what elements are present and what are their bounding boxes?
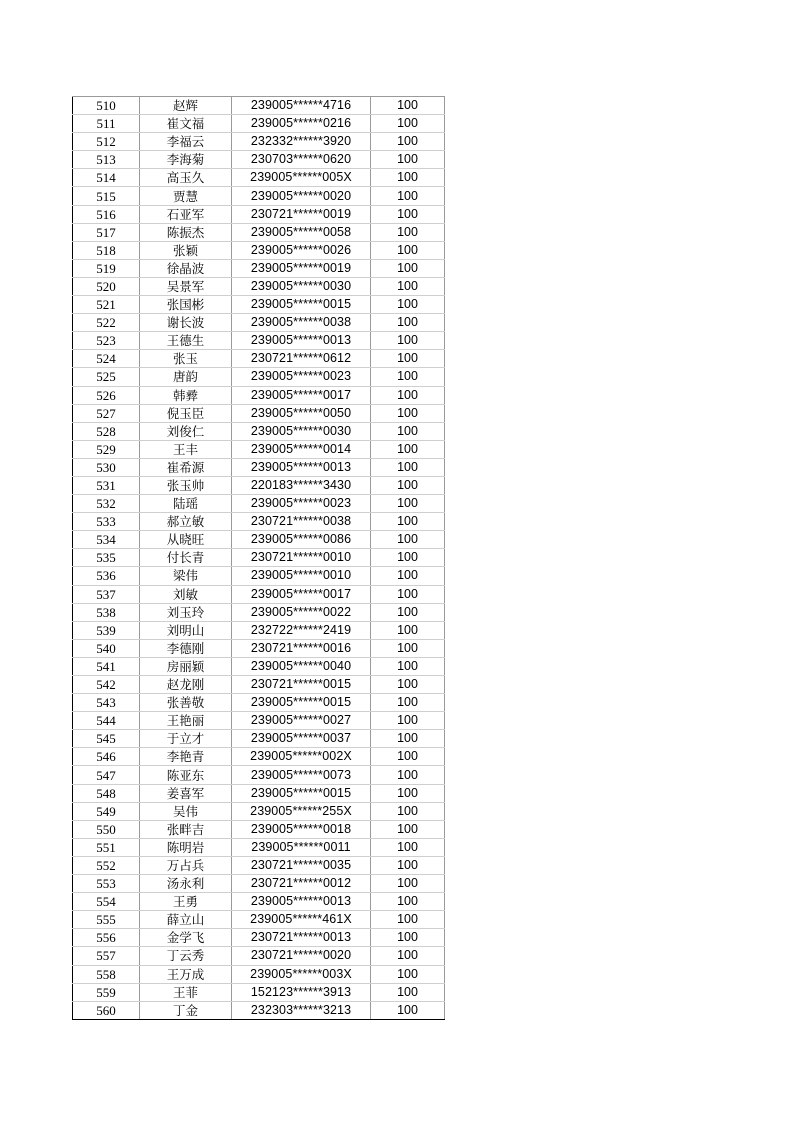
score-cell: 100 [371,277,445,295]
table-row [73,585,445,603]
person-name-cell: 贾慧 [140,187,232,205]
id-number-cell: 239005******0018 [232,820,371,838]
person-name-cell: 倪玉臣 [140,404,232,422]
row-number-cell: 528 [73,422,140,440]
row-number-cell: 554 [73,893,140,911]
row-number-cell: 538 [73,603,140,621]
table-row [73,965,445,983]
score-cell: 100 [371,820,445,838]
row-number-cell: 544 [73,712,140,730]
id-number-cell: 230703******0620 [232,151,371,169]
id-number-cell: 239005******255X [232,802,371,820]
person-name-cell: 陆瑶 [140,495,232,513]
score-cell: 100 [371,458,445,476]
row-number-cell: 510 [73,97,140,115]
score-cell: 100 [371,205,445,223]
person-name-cell: 万占兵 [140,856,232,874]
id-number-cell: 239005******0015 [232,784,371,802]
table-row [73,133,445,151]
person-name-cell: 陈明岩 [140,838,232,856]
score-cell: 100 [371,712,445,730]
score-cell: 100 [371,676,445,694]
score-cell: 100 [371,639,445,657]
score-cell: 100 [371,983,445,1001]
person-name-cell: 张玉 [140,350,232,368]
row-number-cell: 553 [73,875,140,893]
id-number-cell: 239005******0017 [232,386,371,404]
id-number-cell: 220183******3430 [232,476,371,494]
person-name-cell: 崔文福 [140,115,232,133]
row-number-cell: 557 [73,947,140,965]
id-number-cell: 239005******0030 [232,422,371,440]
score-cell: 100 [371,115,445,133]
score-cell: 100 [371,440,445,458]
row-number-cell: 551 [73,838,140,856]
score-cell: 100 [371,422,445,440]
table-row [73,603,445,621]
table-row [73,911,445,929]
row-number-cell: 547 [73,766,140,784]
score-cell: 100 [371,838,445,856]
id-number-cell: 230721******0019 [232,205,371,223]
score-cell: 100 [371,802,445,820]
id-number-cell: 239005******0014 [232,440,371,458]
row-number-cell: 537 [73,585,140,603]
row-number-cell: 540 [73,639,140,657]
row-number-cell: 543 [73,694,140,712]
table-row [73,531,445,549]
person-name-cell: 王艳丽 [140,712,232,730]
id-number-cell: 239005******0013 [232,332,371,350]
score-cell: 100 [371,151,445,169]
table-row [73,205,445,223]
score-cell: 100 [371,929,445,947]
id-number-cell: 239005******0015 [232,694,371,712]
id-number-cell: 239005******005X [232,169,371,187]
person-name-cell: 姜喜军 [140,784,232,802]
table-row [73,513,445,531]
row-number-cell: 556 [73,929,140,947]
person-name-cell: 于立才 [140,730,232,748]
id-number-cell: 239005******003X [232,965,371,983]
row-number-cell: 539 [73,621,140,639]
person-name-cell: 石亚军 [140,205,232,223]
row-number-cell: 526 [73,386,140,404]
score-cell: 100 [371,386,445,404]
table-row [73,639,445,657]
row-number-cell: 533 [73,513,140,531]
person-name-cell: 张颖 [140,241,232,259]
table-row [73,1001,445,1019]
row-number-cell: 513 [73,151,140,169]
score-cell: 100 [371,694,445,712]
person-name-cell: 李艳青 [140,748,232,766]
score-cell: 100 [371,549,445,567]
score-cell: 100 [371,187,445,205]
row-number-cell: 549 [73,802,140,820]
score-cell: 100 [371,223,445,241]
person-name-cell: 张玉帅 [140,476,232,494]
id-number-cell: 239005******0020 [232,187,371,205]
score-cell: 100 [371,476,445,494]
id-number-cell: 239005******0086 [232,531,371,549]
table-row [73,657,445,675]
row-number-cell: 514 [73,169,140,187]
id-number-cell: 239005******0038 [232,314,371,332]
person-name-cell: 李福云 [140,133,232,151]
score-cell: 100 [371,947,445,965]
person-name-cell: 薛立山 [140,911,232,929]
person-name-cell: 崔希源 [140,458,232,476]
id-number-cell: 239005******0011 [232,838,371,856]
table-row [73,404,445,422]
person-name-cell: 陈振杰 [140,223,232,241]
id-number-cell: 239005******0023 [232,368,371,386]
row-number-cell: 523 [73,332,140,350]
id-number-cell: 230721******0015 [232,676,371,694]
table-row [73,187,445,205]
table-row [73,947,445,965]
table-row [73,694,445,712]
row-number-cell: 531 [73,476,140,494]
person-name-cell: 赵龙刚 [140,676,232,694]
table-row [73,422,445,440]
table-row [73,440,445,458]
id-number-cell: 239005******0040 [232,657,371,675]
table-row [73,929,445,947]
person-name-cell: 陈亚东 [140,766,232,784]
score-cell: 100 [371,965,445,983]
row-number-cell: 512 [73,133,140,151]
id-number-cell: 239005******461X [232,911,371,929]
table-row [73,169,445,187]
row-number-cell: 518 [73,241,140,259]
table-row [73,838,445,856]
id-number-cell: 230721******0010 [232,549,371,567]
id-number-cell: 230721******0038 [232,513,371,531]
person-name-cell: 金学飞 [140,929,232,947]
id-number-cell: 239005******0019 [232,259,371,277]
score-cell: 100 [371,404,445,422]
score-cell: 100 [371,241,445,259]
row-number-cell: 527 [73,404,140,422]
person-name-cell: 刘俊仁 [140,422,232,440]
row-number-cell: 516 [73,205,140,223]
score-cell: 100 [371,513,445,531]
person-name-cell: 郝立敏 [140,513,232,531]
person-name-cell: 房丽颖 [140,657,232,675]
id-number-cell: 239005******0050 [232,404,371,422]
row-number-cell: 552 [73,856,140,874]
person-name-cell: 李海菊 [140,151,232,169]
score-cell: 100 [371,97,445,115]
row-number-cell: 560 [73,1001,140,1019]
score-cell: 100 [371,585,445,603]
row-number-cell: 559 [73,983,140,1001]
table-row [73,820,445,838]
score-cell: 100 [371,531,445,549]
row-number-cell: 541 [73,657,140,675]
row-number-cell: 535 [73,549,140,567]
roster-table [72,96,445,1020]
person-name-cell: 赵辉 [140,97,232,115]
table-row [73,97,445,115]
score-cell: 100 [371,296,445,314]
id-number-cell: 152123******3913 [232,983,371,1001]
table-row [73,386,445,404]
score-cell: 100 [371,911,445,929]
row-number-cell: 550 [73,820,140,838]
score-cell: 100 [371,784,445,802]
score-cell: 100 [371,133,445,151]
id-number-cell: 239005******0022 [232,603,371,621]
score-cell: 100 [371,856,445,874]
score-cell: 100 [371,259,445,277]
table-row [73,676,445,694]
id-number-cell: 230721******0013 [232,929,371,947]
table-row [73,549,445,567]
row-number-cell: 558 [73,965,140,983]
score-cell: 100 [371,748,445,766]
roster-table-body [73,97,445,1020]
id-number-cell: 239005******0216 [232,115,371,133]
id-number-cell: 239005******0058 [232,223,371,241]
score-cell: 100 [371,603,445,621]
person-name-cell: 韩彛 [140,386,232,404]
row-number-cell: 548 [73,784,140,802]
table-row [73,314,445,332]
id-number-cell: 239005******0013 [232,458,371,476]
table-row [73,296,445,314]
person-name-cell: 刘敏 [140,585,232,603]
person-name-cell: 王德生 [140,332,232,350]
id-number-cell: 230721******0016 [232,639,371,657]
person-name-cell: 徐晶波 [140,259,232,277]
score-cell: 100 [371,730,445,748]
id-number-cell: 232303******3213 [232,1001,371,1019]
table-row [73,495,445,513]
score-cell: 100 [371,893,445,911]
id-number-cell: 239005******0015 [232,296,371,314]
id-number-cell: 239005******0026 [232,241,371,259]
row-number-cell: 511 [73,115,140,133]
score-cell: 100 [371,567,445,585]
row-number-cell: 534 [73,531,140,549]
row-number-cell: 524 [73,350,140,368]
row-number-cell: 536 [73,567,140,585]
person-name-cell: 李德刚 [140,639,232,657]
row-number-cell: 532 [73,495,140,513]
person-name-cell: 王万成 [140,965,232,983]
person-name-cell: 张畔吉 [140,820,232,838]
id-number-cell: 239005******0030 [232,277,371,295]
table-row [73,277,445,295]
id-number-cell: 239005******0013 [232,893,371,911]
table-row [73,332,445,350]
table-row [73,784,445,802]
table-row [73,748,445,766]
person-name-cell: 吴伟 [140,802,232,820]
table-row [73,621,445,639]
row-number-cell: 519 [73,259,140,277]
person-name-cell: 梁伟 [140,567,232,585]
person-name-cell: 王勇 [140,893,232,911]
row-number-cell: 555 [73,911,140,929]
row-number-cell: 529 [73,440,140,458]
score-cell: 100 [371,1001,445,1019]
score-cell: 100 [371,495,445,513]
row-number-cell: 520 [73,277,140,295]
row-number-cell: 517 [73,223,140,241]
score-cell: 100 [371,657,445,675]
id-number-cell: 239005******0023 [232,495,371,513]
score-cell: 100 [371,875,445,893]
table-row [73,893,445,911]
person-name-cell: 从晓旺 [140,531,232,549]
table-row [73,856,445,874]
person-name-cell: 唐韵 [140,368,232,386]
id-number-cell: 239005******4716 [232,97,371,115]
person-name-cell: 刘明山 [140,621,232,639]
table-row [73,766,445,784]
id-number-cell: 239005******0073 [232,766,371,784]
table-row [73,259,445,277]
table-row [73,567,445,585]
person-name-cell: 吴景军 [140,277,232,295]
table-row [73,115,445,133]
score-cell: 100 [371,332,445,350]
row-number-cell: 545 [73,730,140,748]
row-number-cell: 530 [73,458,140,476]
person-name-cell: 谢长波 [140,314,232,332]
score-cell: 100 [371,169,445,187]
id-number-cell: 230721******0012 [232,875,371,893]
row-number-cell: 522 [73,314,140,332]
person-name-cell: 付长青 [140,549,232,567]
table-row [73,223,445,241]
score-cell: 100 [371,766,445,784]
person-name-cell: 高玉久 [140,169,232,187]
person-name-cell: 丁云秀 [140,947,232,965]
id-number-cell: 230721******0020 [232,947,371,965]
score-cell: 100 [371,314,445,332]
table-row [73,712,445,730]
score-cell: 100 [371,350,445,368]
row-number-cell: 525 [73,368,140,386]
id-number-cell: 239005******002X [232,748,371,766]
id-number-cell: 232332******3920 [232,133,371,151]
table-row [73,476,445,494]
id-number-cell: 239005******0010 [232,567,371,585]
person-name-cell: 张善敬 [140,694,232,712]
id-number-cell: 239005******0027 [232,712,371,730]
table-row [73,983,445,1001]
row-number-cell: 515 [73,187,140,205]
id-number-cell: 230721******0612 [232,350,371,368]
table-row [73,458,445,476]
table-row [73,730,445,748]
id-number-cell: 230721******0035 [232,856,371,874]
row-number-cell: 521 [73,296,140,314]
person-name-cell: 王菲 [140,983,232,1001]
table-row [73,368,445,386]
id-number-cell: 239005******0037 [232,730,371,748]
id-number-cell: 239005******0017 [232,585,371,603]
person-name-cell: 王丰 [140,440,232,458]
table-row [73,241,445,259]
table-row [73,875,445,893]
row-number-cell: 546 [73,748,140,766]
table-row [73,802,445,820]
table-row [73,350,445,368]
id-number-cell: 232722******2419 [232,621,371,639]
row-number-cell: 542 [73,676,140,694]
score-cell: 100 [371,621,445,639]
person-name-cell: 刘玉玲 [140,603,232,621]
person-name-cell: 丁金 [140,1001,232,1019]
table-row [73,151,445,169]
person-name-cell: 汤永利 [140,875,232,893]
person-name-cell: 张国彬 [140,296,232,314]
score-cell: 100 [371,368,445,386]
